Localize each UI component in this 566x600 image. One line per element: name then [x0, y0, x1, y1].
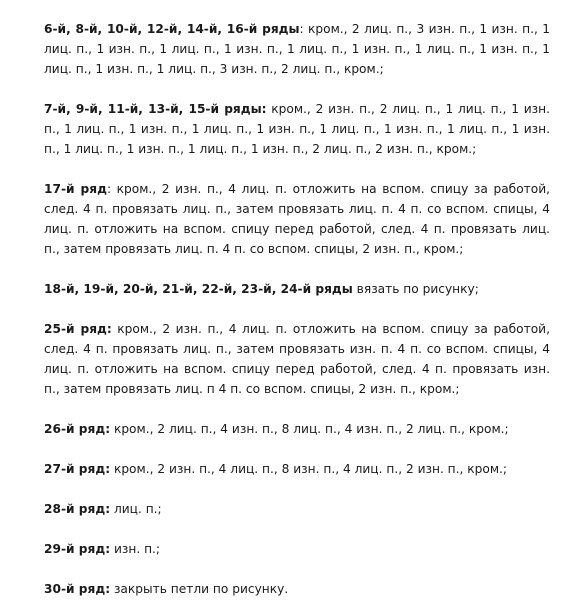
row-label: 25-й ряд:: [44, 322, 112, 336]
row-text: кром., 2 изн. п., 4 лиц. п., 8 изн. п., 4 лиц. п., 2 изн. п., кром.;: [110, 462, 508, 476]
row-instruction-18-24: [44, 279, 550, 299]
row-instruction-25: [44, 319, 550, 399]
row-text: кром., 2 изн. п., 2 лиц. п., 1 лиц. п., 1 изн. п., 1 лиц. п., 1 изн. п., 1 лиц. п., 1 изн. п., 1 лиц. п., 1 изн. п., 1 лиц. п., 1 изн. п., 1 лиц. п., 1 изн. п., 1 лиц. п., 1 изн. п., 2 лиц. п., 2 изн. п., кром.;: [44, 102, 550, 156]
row-instruction-26: [44, 419, 550, 439]
row-instruction-28: [44, 499, 550, 519]
row-label: 7-й, 9-й, 11-й, 13-й, 15-й ряды:: [44, 102, 267, 116]
row-text: кром., 2 изн. п., 4 лиц. п. отложить на вспом. спицу за работой, след. 4 п. провязать лиц. п., затем провязать изн. п. 4 п. со вспом. спицы, 4 лиц. п. отложить на вспом. спицу перед работой, след. 4 п. провязать изн. п., затем провязать лиц. п 4 п. со вспом. спицы, 2 изн. п., кром.;: [44, 322, 550, 396]
row-text: вязать по рисунку;: [352, 282, 479, 296]
row-text: : кром., 2 изн. п., 4 лиц. п. отложить на вспом. спицу за работой, след. 4 п. провязать лиц. п., затем провязать лиц. п. 4 п. со вспом. спицы, 4 лиц. п. отложить на вспом. спицу перед работой, след. 4 п. провязать лиц. п., затем провязать лиц. п. 4 п. со вспом. спицы, 2 изн. п., кром.;: [44, 182, 550, 256]
row-instruction-27: [44, 459, 550, 479]
row-text: кром., 2 лиц. п., 4 изн. п., 8 лиц. п., 4 изн. п., 2 лиц. п., кром.;: [110, 422, 509, 436]
row-label: 17-й ряд: [44, 182, 107, 196]
row-instruction-7-15: [44, 99, 550, 159]
row-text: изн. п.;: [110, 542, 161, 556]
row-label: 30-й ряд:: [44, 582, 111, 596]
row-label: 29-й ряд:: [44, 542, 111, 556]
row-label: 26-й ряд:: [44, 422, 111, 436]
row-label: 27-й ряд:: [44, 462, 111, 476]
row-label: 18-й, 19-й, 20-й, 21-й, 22-й, 23-й, 24-й ряды: [44, 282, 353, 296]
row-text: лиц. п.;: [110, 502, 162, 516]
row-label: 28-й ряд:: [44, 502, 111, 516]
row-text: закрыть петли по рисунку.: [110, 582, 289, 596]
row-instruction-17: [44, 179, 550, 259]
knitting-instructions: [44, 19, 550, 599]
row-instruction-29: [44, 539, 550, 559]
row-instruction-30: [44, 579, 550, 599]
row-label: 6-й, 8-й, 10-й, 12-й, 14-й, 16-й ряды: [44, 22, 300, 36]
row-text: : кром., 2 лиц. п., 3 изн. п., 1 изн. п., 1 лиц. п., 1 изн. п., 1 лиц. п., 1 изн. п., 1 лиц. п., 1 изн. п., 1 лиц. п., 1 изн. п., 1 лиц. п., 1 изн. п., 1 лиц. п., 3 изн. п., 2 лиц. п., кром.;: [44, 22, 550, 76]
row-instruction-6-16: [44, 19, 550, 79]
